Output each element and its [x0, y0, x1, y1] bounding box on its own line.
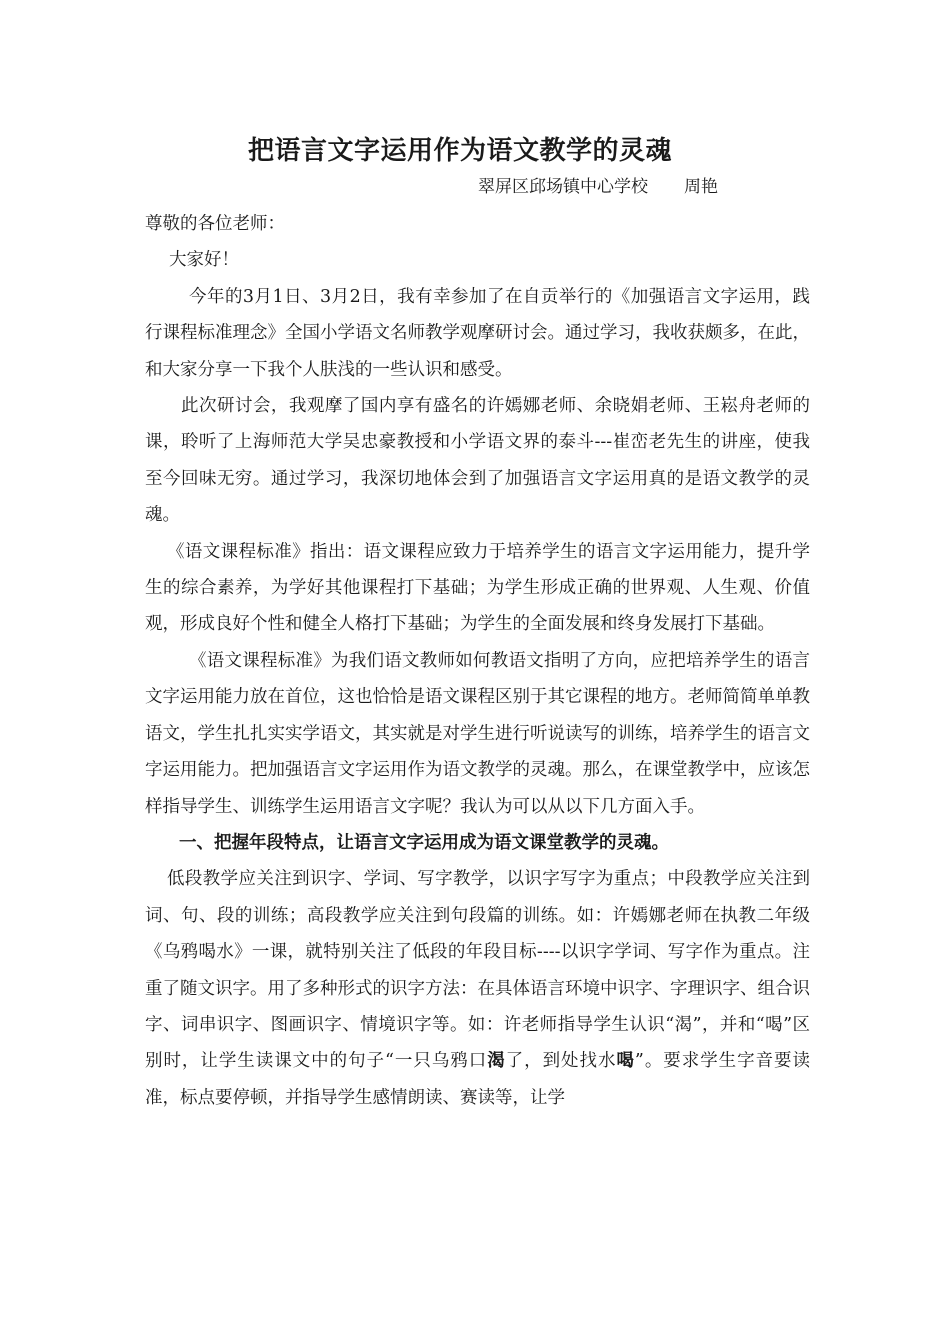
- section-heading: 一、把握年段特点，让语言文字运用成为语文课堂教学的灵魂。: [179, 832, 669, 853]
- paragraph-1: 今年的3月1日、3月2日，我有幸参加了在自贡举行的《加强语言文字运用，践行课程标准理念》全国小学语文名师教学观摩研讨会。通过学习，我收获颇多，在此，和大家分享一下我个人肤浅的一些认识和感受。: [145, 286, 810, 380]
- paragraph-4: 《语文课程标准》为我们语文教师如何教语文指明了方向，应把培养学生的语言文字运用能力放在首位，这也恰恰是语文课程区别于其它课程的地方。老师简简单单教语文，学生扎扎实实学语文，其实就是对学生进行听说读写的训练，培养学生的语言文字运用能力。把加强语言文字运用作为语文教学的灵魂。那么，在课堂教学中，应该怎样指导学生、训练学生运用语言文字呢？我认为可以从以下几方面入手。: [145, 650, 810, 817]
- paragraph-2: 此次研讨会，我观摩了国内享有盛名的许嫣娜老师、余晓娟老师、王崧舟老师的课，聆听了上海师范大学吴忠豪教授和小学语文界的泰斗---崔峦老先生的讲座，使我至今回味无穷。通过学习，我深切地体会到了加强语言文字运用真的是语文教学的灵魂。: [145, 396, 810, 526]
- paragraph-5-text-a: 低段教学应关注到识字、学词、写字教学，以识字写字为重点；中段教学应关注到词、句、段的训练；高段教学应关注到句段篇的训练。如：许嫣娜老师在执教二年级《乌鸦喝水》一课，就特别关注了低段的年段目标----以识字学词、写字作为重点。注重了随文识字。用了多种形式的识字方法：在具体语言环境中识字、字理识字、组合识字、词串识字、图画识字、情境识字等。如：许老师指导学生认识“渴”，并和“喝”区别时，让学生读课文中的句子“一只乌鸦口: [145, 869, 810, 1072]
- paragraph-5: [145, 861, 810, 1116]
- greeting: 大家好！: [169, 250, 239, 271]
- document-title: 把语言文字运用作为语文教学的灵魂: [247, 136, 672, 166]
- bold-char-he: 喝: [616, 1051, 635, 1072]
- bold-char-ke: 渴: [487, 1051, 506, 1072]
- salutation: 尊敬的各位老师：: [145, 214, 285, 234]
- byline: [478, 175, 718, 199]
- paragraph-3: 《语文课程标准》指出：语文课程应致力于培养学生的语言文字运用能力，提升学生的综合素养，为学好其他课程打下基础；为学生形成正确的世界观、人生观、价值观，形成良好个性和健全人格打下基础；为学生的全面发展和终身发展打下基础。: [145, 541, 810, 635]
- school-name: 翠屏区邱场镇中心学校: [478, 177, 648, 197]
- document-body: [145, 206, 810, 1116]
- author-name: 周艳: [684, 177, 718, 197]
- paragraph-5-text-c: ”。要求学生字音要读准，标点要停顿，并指导学生感情朗读、赛读等，让学: [145, 1051, 811, 1108]
- paragraph-5-text-b: 了，到处找水: [505, 1051, 617, 1072]
